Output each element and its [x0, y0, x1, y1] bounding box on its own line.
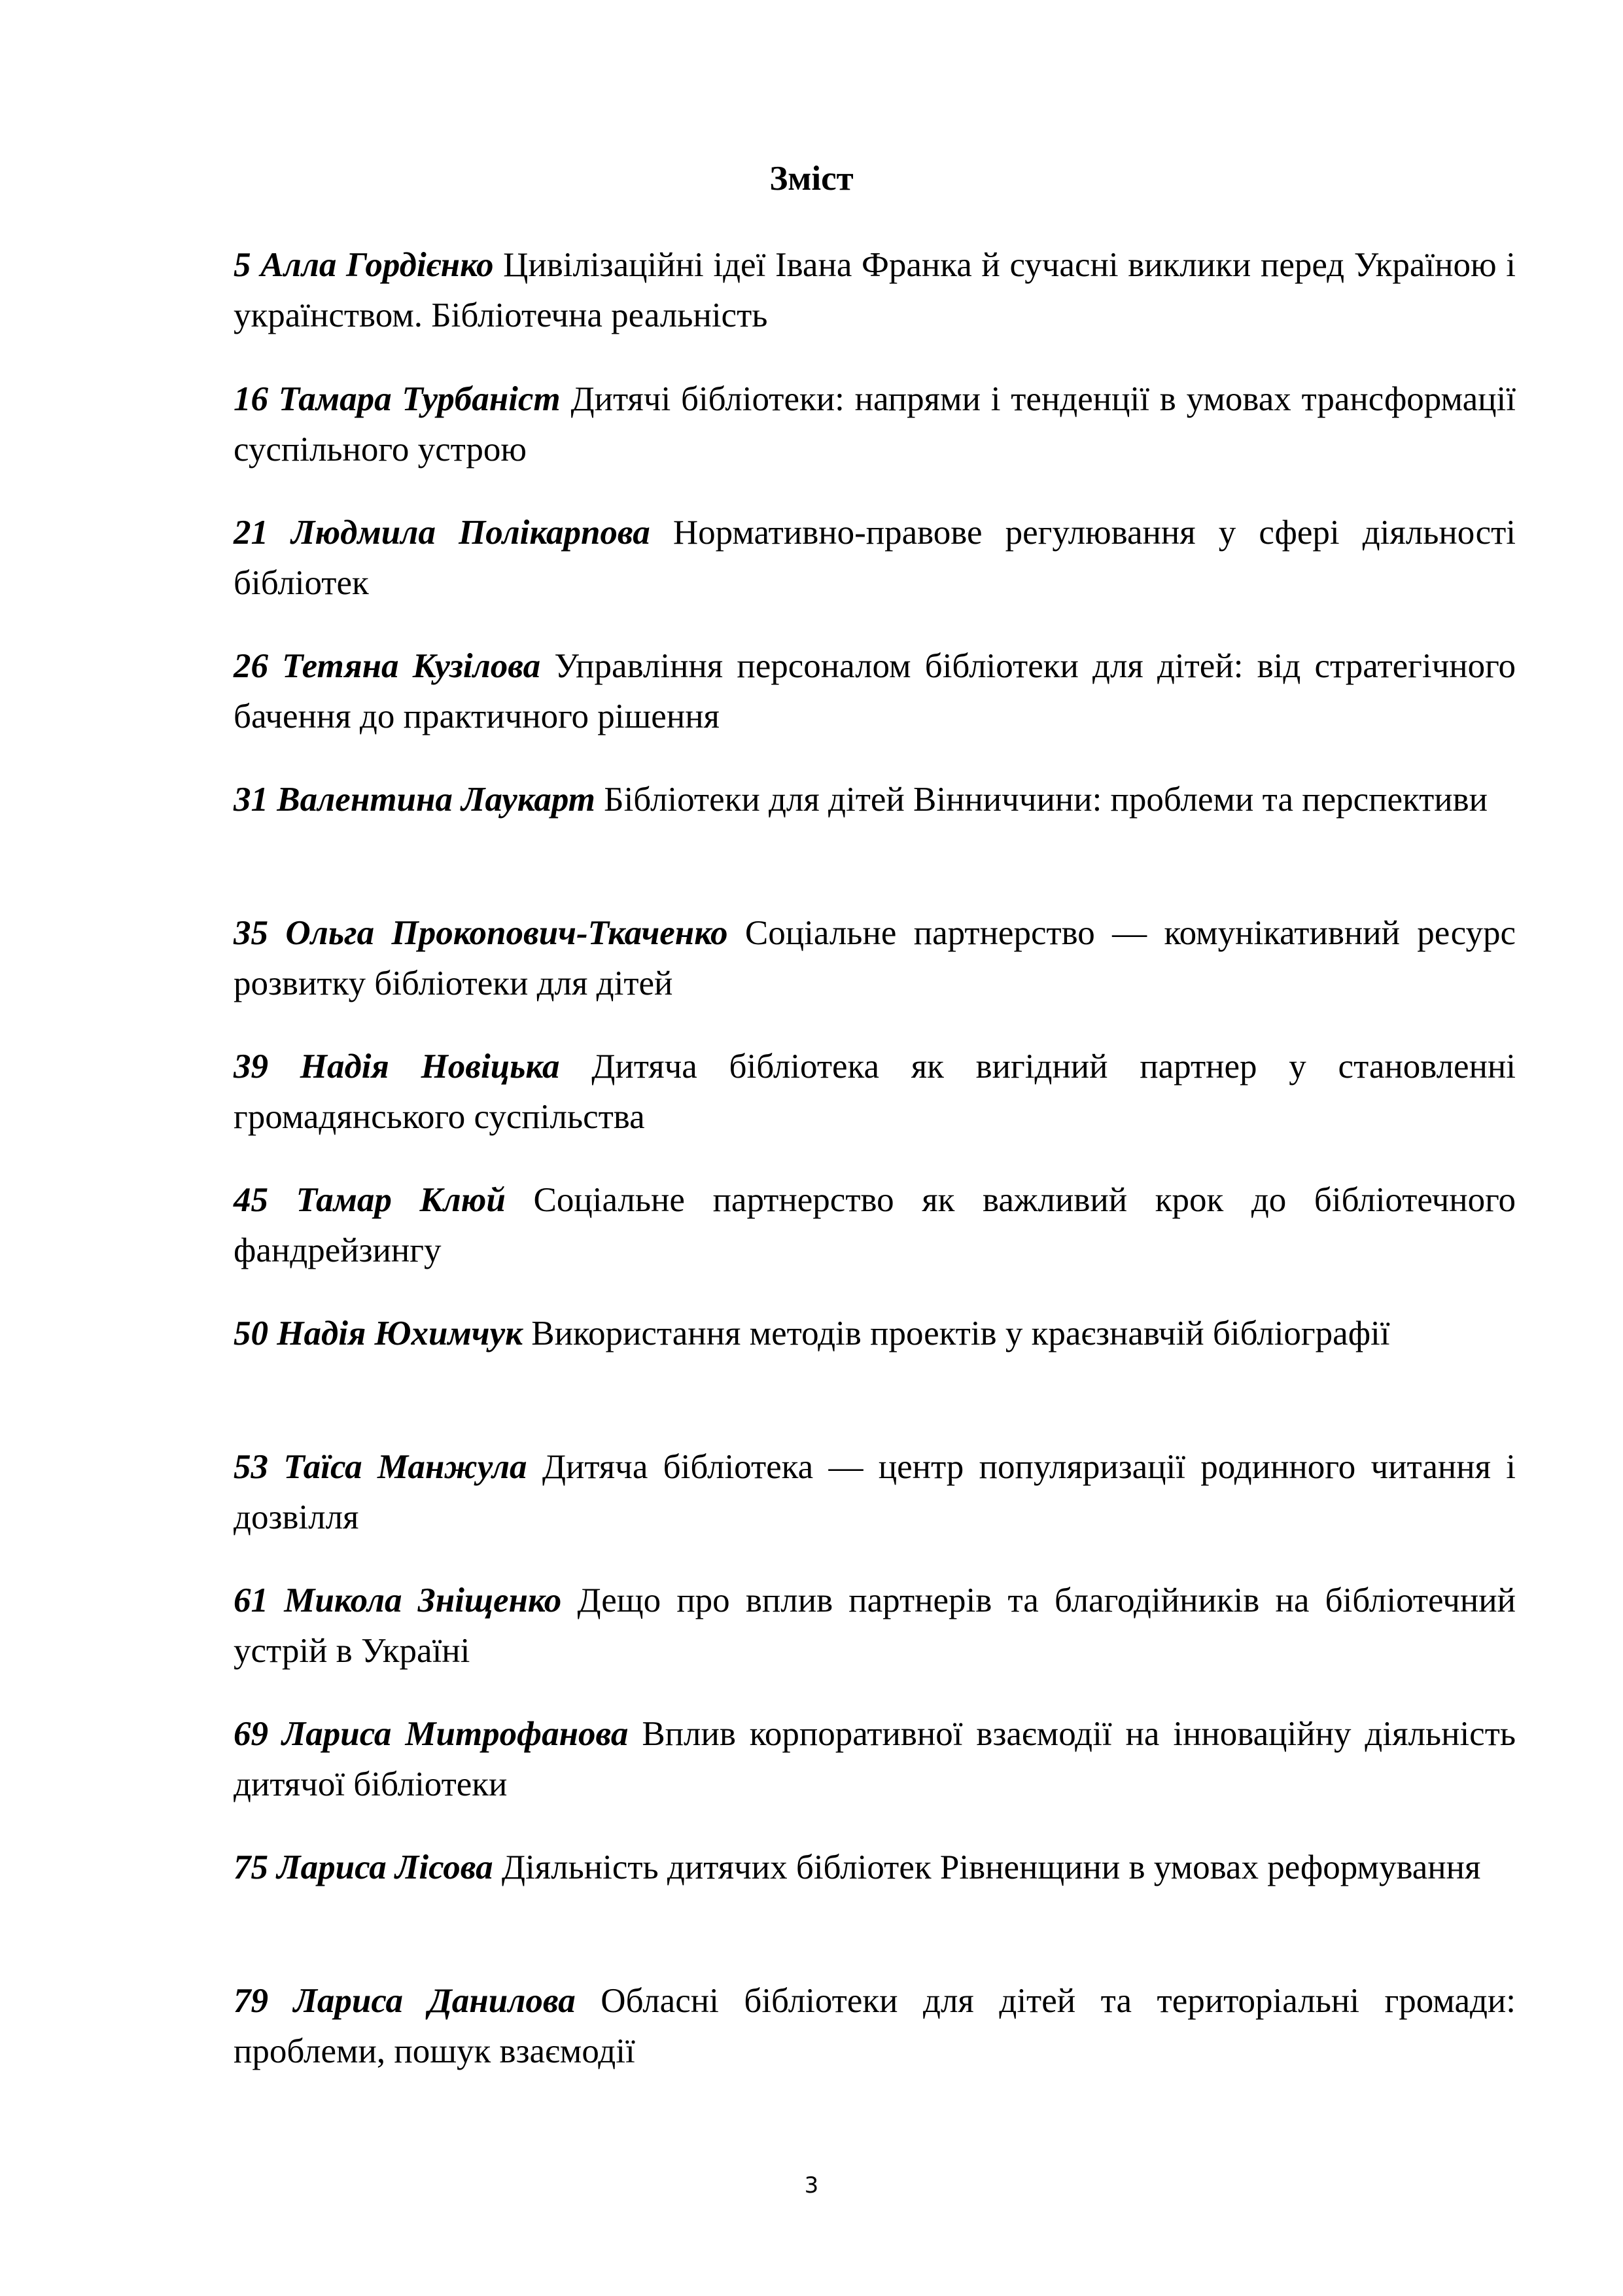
toc-author: Лариса Данилова [293, 1982, 576, 2020]
toc-page-number: 26 [234, 647, 268, 685]
toc-article-title: Дещо про вплив партнерів та благодійників на бібліотечний устрій в Україні [234, 1581, 1516, 1670]
toc-article-title: Дитяча бібліотека — центр популяризації родинного читання і дозвілля [234, 1448, 1516, 1536]
toc-page-number: 61 [234, 1581, 268, 1619]
toc-article-title: Дитячі бібліотеки: напрями і тенденції в умовах трансформації суспільного устрою [234, 380, 1516, 468]
toc-entry [234, 1976, 1516, 2077]
toc-article-title: Обласні бібліотеки для дітей та територіальні громади: проблеми, пошук взаємодії [234, 1982, 1516, 2070]
toc-article-title: Дитяча бібліотека як вигідний партнер у становленні громадянського суспільства [234, 1048, 1516, 1136]
toc-entry-head [234, 1715, 628, 1753]
toc-entry-head [234, 647, 540, 685]
toc-author: Лариса Митрофанова [281, 1715, 629, 1753]
toc-article-title: Нормативно-правове регулювання у сфері діяльності бібліотек [234, 514, 1516, 602]
toc-entry [234, 1175, 1516, 1276]
toc-page-number: 5 [234, 246, 251, 284]
toc-page-number: 79 [234, 1982, 268, 2020]
toc-author: Таїса Манжула [283, 1448, 527, 1486]
toc-page-number: 35 [234, 914, 268, 952]
toc-page-number: 45 [234, 1181, 268, 1219]
toc-author: Микола Зніщенко [284, 1581, 562, 1619]
toc-entry-head [234, 1448, 527, 1486]
toc-article-title: Управління персоналом бібліотеки для дітей: від стратегічного бачення до практичного рішення [234, 647, 1516, 735]
toc-entry [234, 1309, 1516, 1359]
toc-entry-head [234, 246, 493, 284]
toc-entry [234, 641, 1516, 742]
toc-entry-head [234, 1982, 576, 2020]
toc-entry-head [234, 1581, 561, 1619]
toc-entry-head [234, 380, 561, 418]
toc-article-title: Соціальне партнерство як важливий крок до бібліотечного фандрейзингу [234, 1181, 1516, 1269]
toc-author: Надія Новіцька [300, 1048, 560, 1086]
toc-author: Тамар Клюй [296, 1181, 506, 1219]
toc-entry [234, 1576, 1516, 1676]
toc-page-number: 75 [234, 1848, 268, 1886]
toc-entry [234, 775, 1516, 825]
toc-author: Ольга Прокопович-Ткаченко [285, 914, 728, 952]
toc-entry [234, 1709, 1516, 1810]
page-title: Зміст [769, 160, 854, 198]
toc-entry [234, 240, 1516, 341]
toc-page-number: 39 [234, 1048, 268, 1086]
toc-page-number: 53 [234, 1448, 268, 1486]
toc-page-number: 31 [234, 781, 268, 819]
toc-page-number: 50 [234, 1315, 268, 1352]
toc-page-number: 16 [234, 380, 268, 418]
toc-entry [234, 508, 1516, 609]
toc-entry-head [234, 1181, 506, 1219]
toc-author: Людмила Полікарпова [291, 514, 650, 552]
toc-author: Тамара Турбаніст [278, 380, 561, 418]
toc-author: Надія Юхимчук [277, 1315, 523, 1352]
toc-article-title: Бібліотеки для дітей Вінниччини: проблеми та перспективи [604, 781, 1488, 819]
toc-author: Лариса Лісова [277, 1848, 493, 1886]
toc-article-title: Цивілізаційні ідеї Івана Франка й сучасні виклики перед Україною і українством. Бібліотечна реальність [234, 246, 1516, 334]
toc-author: Тетяна Кузілова [282, 647, 541, 685]
toc-article-title: Діяльність дитячих бібліотек Рівненщини в умовах реформування [501, 1848, 1481, 1886]
toc-article-title: Вплив корпоративної взаємодії на інноваційну діяльність дитячої бібліотеки [234, 1715, 1516, 1803]
toc-entry [234, 374, 1516, 475]
toc-entry [234, 1042, 1516, 1142]
page-number: 3 [804, 2172, 819, 2199]
toc-entry-head [234, 914, 728, 952]
toc-author: Алла Гордієнко [260, 246, 494, 284]
toc-entry [234, 908, 1516, 1009]
toc-entry-head [234, 514, 650, 552]
toc-entry-head [234, 1048, 559, 1086]
toc-page-number: 69 [234, 1715, 268, 1753]
toc-author: Валентина Лаукарт [277, 781, 595, 819]
toc-entry [234, 1442, 1516, 1543]
toc-article-title: Соціальне партнерство — комунікативний ресурс розвитку бібліотеки для дітей [234, 914, 1516, 1002]
toc-entry-head [234, 781, 595, 819]
toc-article-title: Використання методів проектів у краєзнавчій бібліографії [531, 1315, 1390, 1352]
toc-entry-head [234, 1848, 493, 1886]
toc-page-number: 21 [234, 514, 268, 552]
toc-entry-head [234, 1315, 523, 1352]
toc-entry [234, 1843, 1516, 1893]
